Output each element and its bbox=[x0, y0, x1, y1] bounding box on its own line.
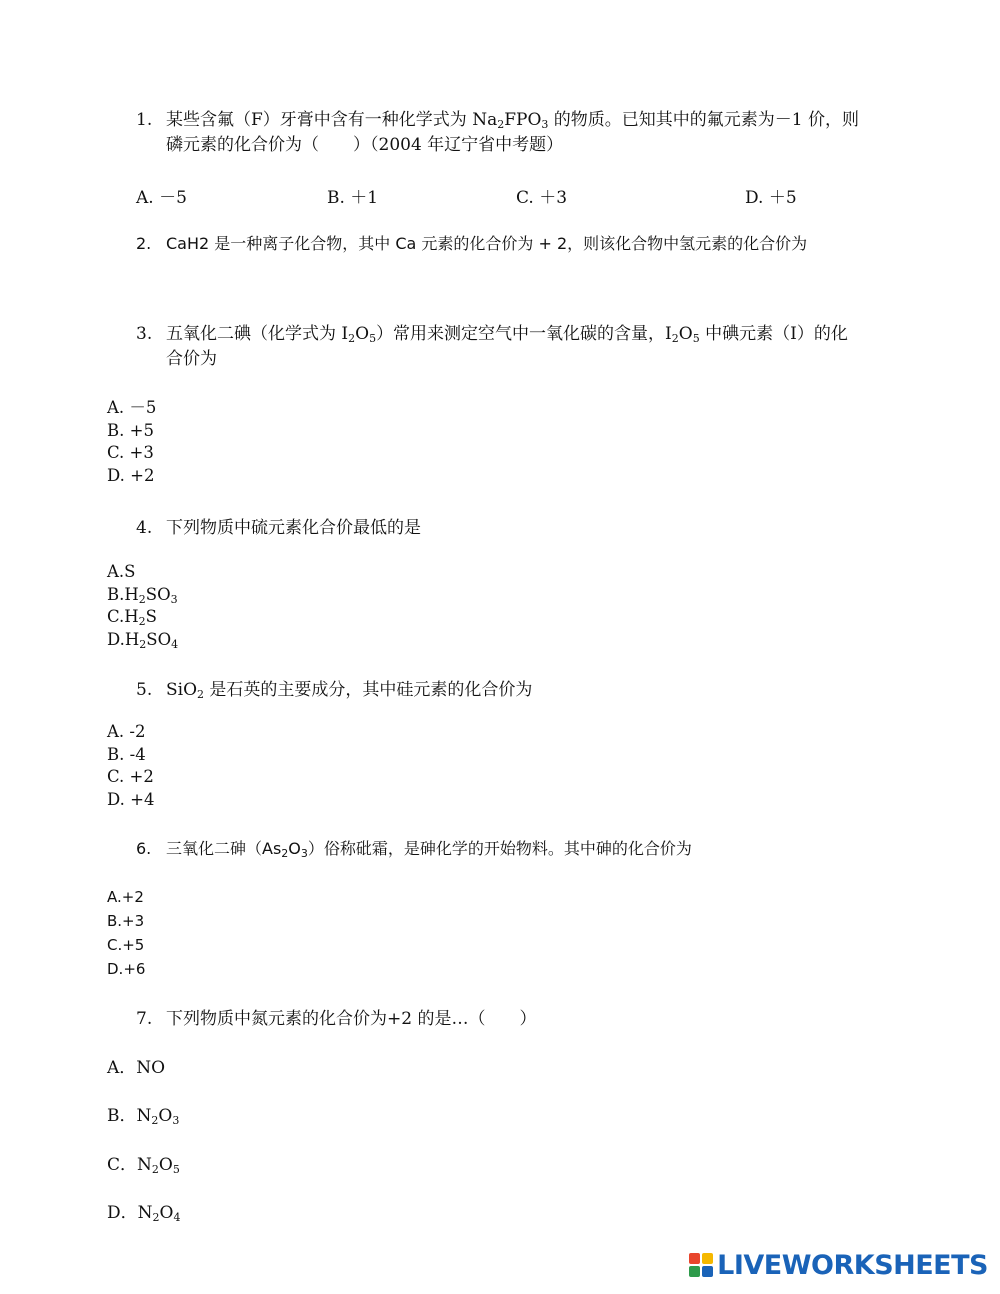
question-7-option-c[interactable]: C．$N_2O_5$ bbox=[107, 1155, 180, 1176]
question-3-option-a[interactable]: A. －5 bbox=[107, 398, 157, 417]
question-5-option-d[interactable]: D. +4 bbox=[107, 789, 155, 809]
question-1 bbox=[136, 108, 859, 158]
question-5: 5. SiO$_2$ 是石英的主要成分，其中硅元素的化合价为 bbox=[136, 680, 533, 701]
question-1-line-1: 1. 某些含氟（F）牙膏中含有一种化学式为 $Na_2FPO_3$ 的物质。已知其中的氟元素为－1 价，则 bbox=[136, 110, 860, 131]
question-3-options bbox=[107, 397, 156, 487]
question-number: 4. bbox=[136, 518, 153, 538]
question-4-options bbox=[107, 561, 178, 651]
question-6-option-b[interactable]: B.+3 bbox=[107, 912, 145, 930]
question-1-option-a[interactable]: A. －5 bbox=[136, 188, 187, 208]
question-6-option-d[interactable]: D.+6 bbox=[107, 960, 146, 978]
liveworksheets-logo[interactable] bbox=[689, 1250, 988, 1280]
question-7-option-d[interactable]: D．$N_2O_4$ bbox=[107, 1203, 181, 1224]
question-number: 2. bbox=[136, 234, 152, 253]
question-number: 1. bbox=[136, 110, 153, 130]
question-4-option-a[interactable]: A.S bbox=[107, 562, 136, 581]
question-2 bbox=[136, 231, 807, 254]
question-2-text: CaH2 是一种离子化合物，其中 Ca 元素的化合价为 + 2，则该化合物中氢元素的化合价为 bbox=[166, 234, 808, 253]
question-3-option-b[interactable]: B. +5 bbox=[107, 420, 154, 440]
question-number: 6. bbox=[136, 839, 152, 858]
question-4 bbox=[136, 513, 421, 538]
logo-mark-icon bbox=[689, 1253, 713, 1277]
question-1-option-b[interactable]: B. ＋1 bbox=[327, 188, 379, 208]
question-6-options bbox=[107, 885, 145, 981]
question-7-text: 下列物质中氮元素的化合价为+2 的是…（ ） bbox=[166, 1009, 537, 1029]
question-5-options bbox=[107, 721, 154, 811]
question-7-option-a[interactable]: A．NO bbox=[107, 1058, 166, 1078]
question-1-option-d[interactable]: D. ＋5 bbox=[745, 188, 797, 208]
question-4-option-b[interactable]: $B.H_2SO_3$ bbox=[107, 584, 178, 606]
brand-name: LIVEWORKSHEETS bbox=[717, 1249, 988, 1281]
question-3-option-c[interactable]: C. +3 bbox=[107, 443, 154, 462]
question-7 bbox=[136, 1004, 536, 1029]
question-6-option-a[interactable]: A.+2 bbox=[107, 888, 144, 906]
question-6: 6. 三氧化二砷$(As_2O_3)$俗称砒霜，是砷化学的开始物料。其中砷的化合价为 bbox=[136, 839, 692, 860]
question-number: 3. bbox=[136, 324, 153, 344]
question-1-line-2: 磷元素的化合价为（ ）（2004 年辽宁省中考题） bbox=[166, 135, 564, 155]
question-3-option-d[interactable]: D. +2 bbox=[107, 465, 155, 485]
question-1-option-c[interactable]: C. ＋3 bbox=[516, 188, 568, 208]
question-5-option-b[interactable]: B. -4 bbox=[107, 744, 146, 764]
question-6-option-c[interactable]: C.+5 bbox=[107, 936, 145, 954]
question-4-text: 下列物质中硫元素化合价最低的是 bbox=[166, 518, 421, 538]
question-5-option-c[interactable]: C. +2 bbox=[107, 767, 154, 786]
question-4-option-d[interactable]: $D.H_2SO_4$ bbox=[107, 629, 179, 651]
question-5-option-a[interactable]: A. -2 bbox=[107, 722, 146, 741]
question-number: 7. bbox=[136, 1009, 153, 1029]
question-7-option-b[interactable]: B．$N_2O_3$ bbox=[107, 1106, 180, 1127]
question-3: 3. 五氧化二碘（化学式为 $I_2O_5$）常用来测定空气中一氧化碳的含量，$I_2O_5$ 中碘元素（I）的化 合价为 bbox=[136, 324, 848, 369]
question-number: 5. bbox=[136, 680, 153, 700]
question-4-option-c[interactable]: $C.H_2S$ bbox=[107, 607, 157, 628]
